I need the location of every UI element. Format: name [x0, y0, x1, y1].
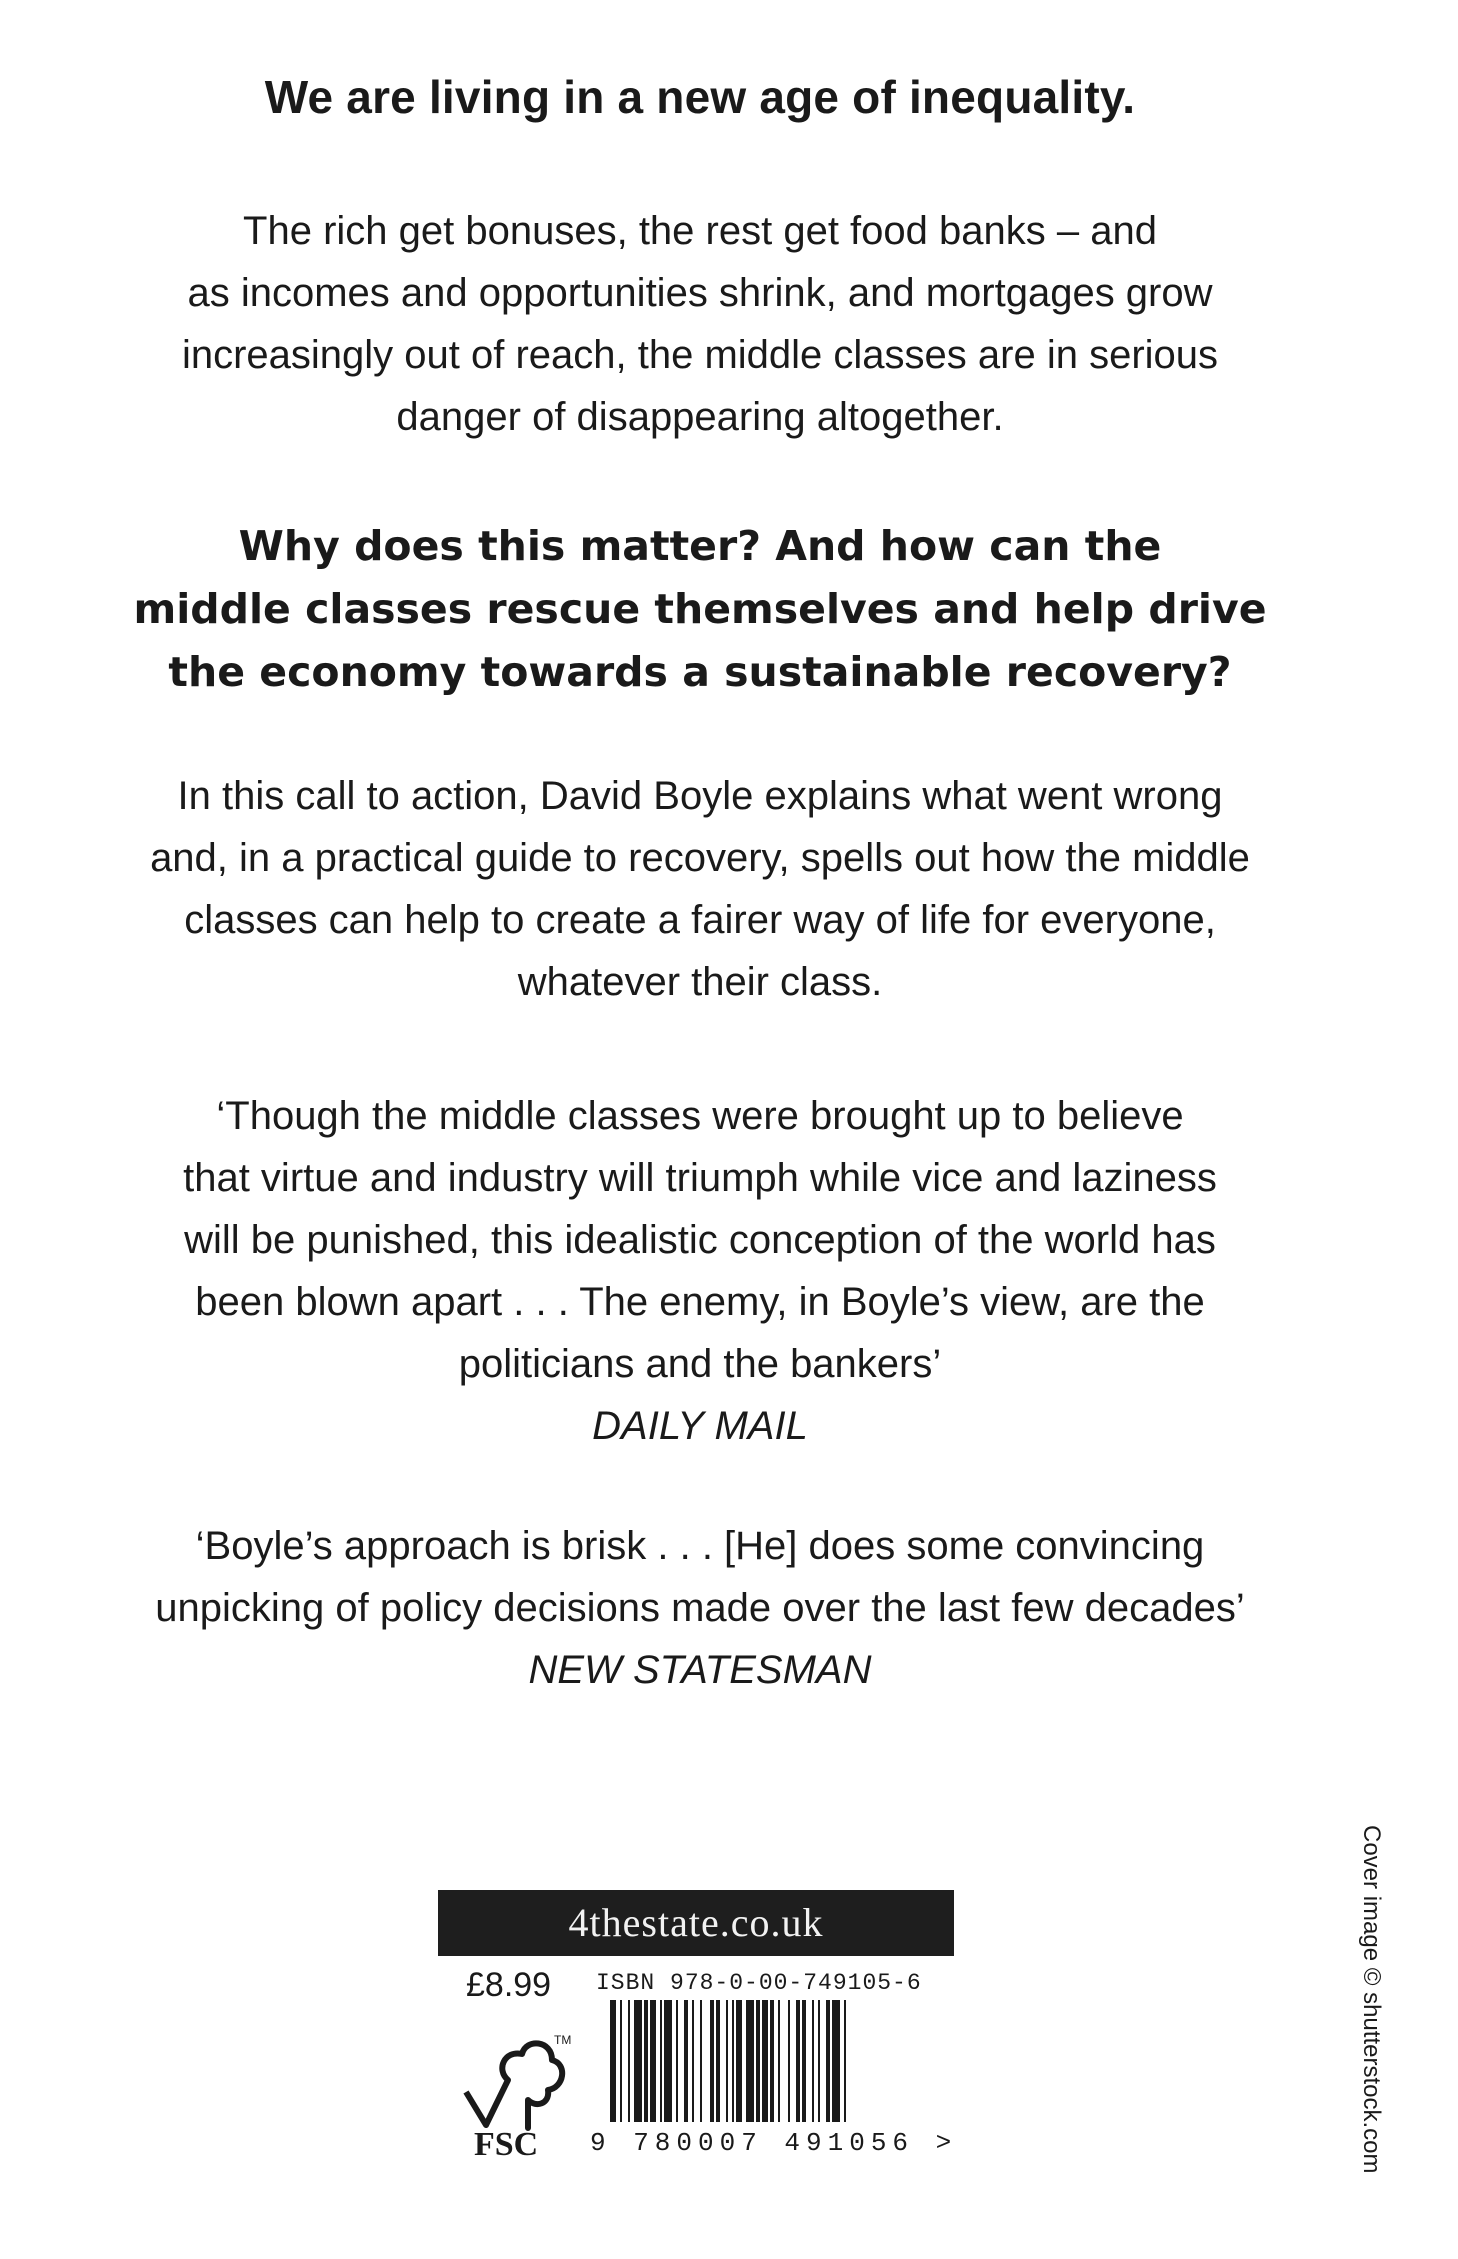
- barcode: [608, 2000, 918, 2130]
- review-quote-daily-mail: [110, 1085, 1290, 1457]
- isbn-label: ISBN 978-0-00-749105-6: [596, 1970, 922, 1996]
- quote-line: been blown apart . . . The enemy, in Boyle’s view, are the: [195, 1280, 1205, 1324]
- summary-line: whatever their class.: [517, 960, 883, 1004]
- cover-image-credit: Cover image © shutterstock.com: [1358, 1825, 1385, 2174]
- intro-paragraph: [100, 200, 1300, 448]
- quote-line: that virtue and industry will triumph while vice and laziness: [183, 1156, 1217, 1200]
- question-line: the economy towards a sustainable recovery?: [168, 648, 1232, 696]
- publisher-website: 4thestate.co.uk: [438, 1890, 954, 1956]
- summary-line: In this call to action, David Boyle explains what went wrong: [177, 774, 1223, 818]
- question-line: middle classes rescue themselves and help drive: [133, 585, 1267, 633]
- quote-line: ‘Though the middle classes were brought up to believe: [216, 1094, 1184, 1138]
- summary-line: classes can help to create a fairer way of life for everyone,: [184, 898, 1216, 942]
- question-line: Why does this matter? And how can the: [238, 522, 1162, 570]
- fsc-tree-icon: [456, 2030, 576, 2140]
- summary-paragraph: [90, 765, 1310, 1013]
- review-quote-new-statesman: [90, 1515, 1310, 1701]
- quote-line: unpicking of policy decisions made over the last few decades’: [155, 1586, 1245, 1630]
- fsc-label: FSC: [474, 2126, 539, 2163]
- intro-line: The rich get bonuses, the rest get food banks – and: [243, 209, 1157, 253]
- summary-line: and, in a practical guide to recovery, spells out how the middle: [150, 836, 1250, 880]
- quote-line: ‘Boyle’s approach is brisk . . . [He] does some convincing: [195, 1524, 1205, 1568]
- quote-line: politicians and the bankers’: [458, 1342, 942, 1386]
- fsc-tm: TM: [554, 2033, 572, 2047]
- quote-source: NEW STATESMAN: [528, 1648, 872, 1692]
- intro-line: as incomes and opportunities shrink, and mortgages grow: [187, 271, 1213, 315]
- question-paragraph: [110, 515, 1290, 704]
- intro-line: danger of disappearing altogether.: [396, 395, 1004, 439]
- headline: We are living in a new age of inequality.: [264, 71, 1136, 123]
- intro-line: increasingly out of reach, the middle classes are in serious: [181, 333, 1219, 377]
- price-label: £8.99: [466, 1966, 552, 2004]
- quote-line: will be punished, this idealistic conception of the world has: [184, 1218, 1216, 1262]
- barcode-digits: 9 780007 491056 >: [590, 2128, 958, 2158]
- quote-source: DAILY MAIL: [592, 1404, 808, 1448]
